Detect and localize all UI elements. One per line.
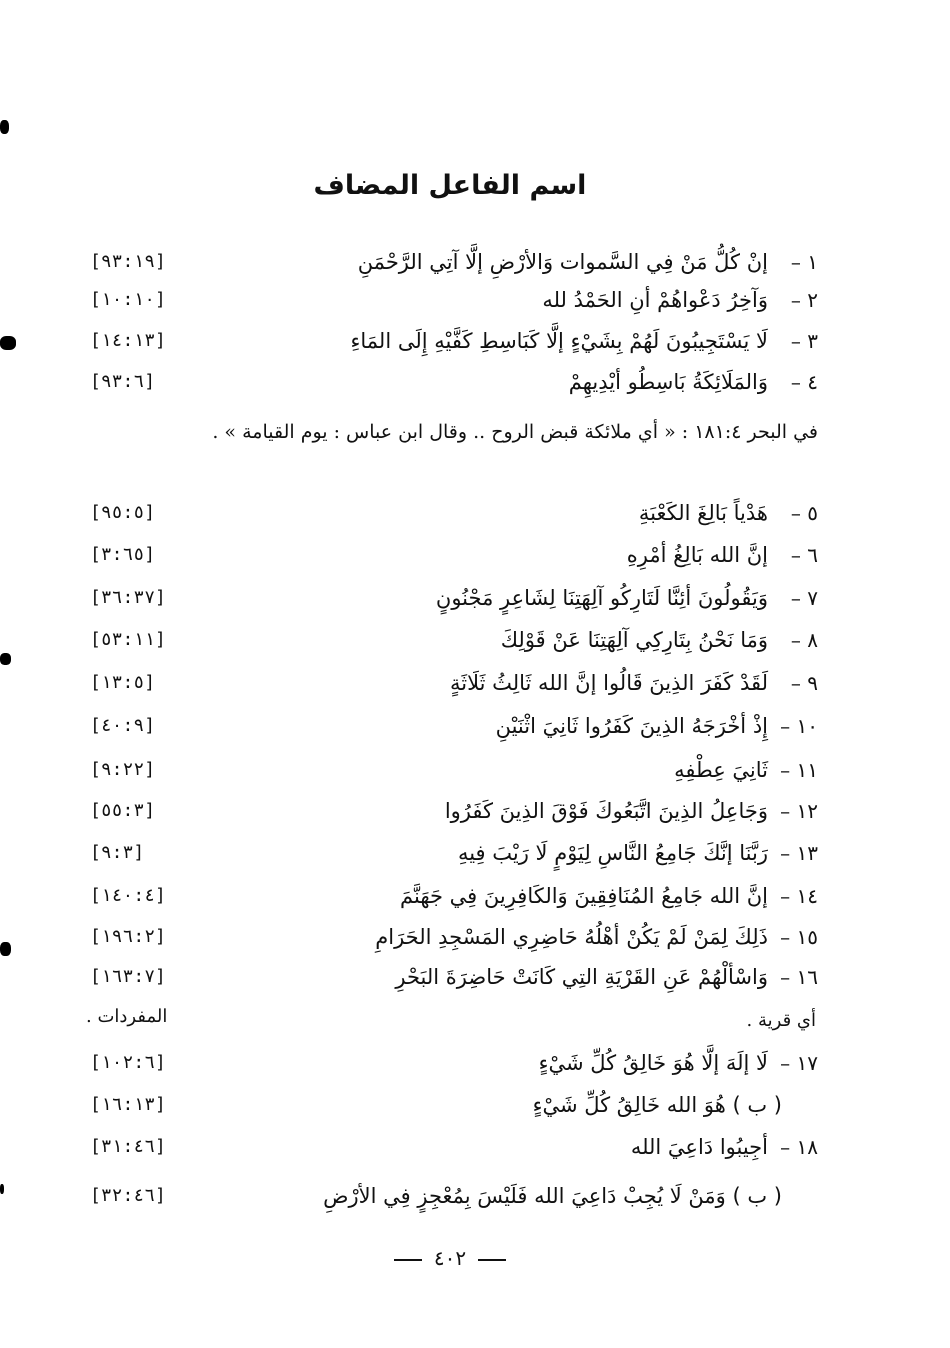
page-footer <box>0 1246 900 1270</box>
entry-line <box>90 663 818 703</box>
entry-line <box>90 1085 818 1125</box>
entry-verse: وَالمَلَائِكَةُ بَاسِطُو أيْدِيهِمْ <box>568 370 768 394</box>
entry-number: ١١ – <box>780 758 818 782</box>
scan-mark <box>0 653 11 665</box>
entry-line <box>90 362 818 402</box>
entry-number: ٦ – <box>790 543 818 567</box>
entry-number: ٣ – <box>790 329 818 353</box>
entry-line <box>90 620 818 660</box>
entry-reference: [٥٣:١١] <box>90 629 166 650</box>
entry-reference: [٣:٦٥] <box>90 544 156 565</box>
entry-verse: رَبَّنَا إنَّكَ جَامِعُ النَّاسِ لِيَوْمٍ لَا رَيْبَ فِيهِ <box>457 841 768 865</box>
entry-reference: [٣١:٤٦] <box>90 1136 166 1157</box>
entry-reference: [٣٢:٤٦] <box>90 1185 166 1206</box>
entry-reference: [١٦٣:٧] <box>90 966 166 987</box>
entry-number: ١٦ – <box>780 965 818 989</box>
entry-number: ٩ – <box>790 671 818 695</box>
entry-reference: [٩٥:٥] <box>90 502 156 523</box>
entry-verse: لَا يَسْتَجِيبُونَ لَهُمْ بِشَيْءٍ إلَّا كَبَاسِطِ كَفَّيْهِ إِلَى المَاءِ <box>350 329 768 353</box>
entry-reference: [٤٠:٩] <box>90 715 156 736</box>
entry-line <box>90 1043 818 1083</box>
commentary-note: في البحر ١٨١:٤ : « أي ملائكة قبض الروح .. وقال ابن عباس : يوم القيامة » . <box>212 421 818 443</box>
note-mufradat: المفردات . <box>86 1006 168 1027</box>
entry-reference: [١٤٠:٤] <box>90 885 166 906</box>
entry-reference: [٩:٣] <box>90 842 145 863</box>
entry-number: ١٤ – <box>780 884 818 908</box>
entry-line <box>90 578 818 618</box>
entry-line <box>90 1176 818 1216</box>
entry-number: ١٠ – <box>780 714 818 738</box>
entry-verse: وَآخِرُ دَعْواهُمْ أنِ الحَمْدُ لله <box>542 288 768 312</box>
entry-verse: ( ب ) وَمَنْ لَا يُجِبْ دَاعِيَ الله فَلَيْسَ بِمُعْجِزٍ فِي الأرْضِ <box>323 1184 782 1208</box>
entry-line <box>90 321 818 361</box>
entry-verse: أجِيبُوا دَاعِيَ الله <box>630 1135 768 1159</box>
entry-verse: هَدْياً بَالِغَ الكَعْبَةِ <box>638 501 768 525</box>
entry-line <box>90 876 818 916</box>
note-qarya: أي قرية . <box>746 1010 816 1031</box>
entry-number: ١ – <box>790 250 818 274</box>
entry-number: ٧ – <box>790 586 818 610</box>
entry-verse: لَقَدْ كَفَرَ الذِينَ قَالُوا إنَّ الله ثَالِثُ ثَلَاثَةٍ <box>449 671 768 695</box>
page-number: ٤٠٢ <box>433 1246 467 1270</box>
entry-number: ٥ – <box>790 501 818 525</box>
entry-number: ١٢ – <box>780 799 818 823</box>
entry-verse: إنْ كُلُّ مَنْ فِي السَّموات وَالأرْضِ إلَّا آتِي الرَّحْمَنِ <box>357 250 768 274</box>
entry-reference: [١٣:٥] <box>90 672 156 693</box>
entry-verse: ( ب ) هُوَ الله خَالِقُ كُلِّ شَيْءٍ <box>532 1093 782 1117</box>
entry-reference: [٣٦:٣٧] <box>90 587 166 608</box>
entry-reference: [٩:٢٢] <box>90 759 156 780</box>
scan-mark <box>0 120 9 134</box>
scan-mark <box>0 1184 4 1194</box>
entry-number: ١٨ – <box>780 1135 818 1159</box>
entry-reference: [١٩٦:٢] <box>90 926 166 947</box>
scan-mark <box>0 336 16 350</box>
entry-line <box>90 1127 818 1167</box>
entry-number: ١٥ – <box>780 925 818 949</box>
entry-verse: وَيَقُولُونَ أئِنَّا لَتَارِكُو آلِهَتِنَا لِشَاعِرٍ مَجْنُونٍ <box>435 586 768 610</box>
entry-line <box>90 280 818 320</box>
entry-number: ٤ – <box>790 370 818 394</box>
entry-verse: وَاسْألْهُمْ عَنِ القَرْيَةِ التِي كَانَتْ حَاضِرَةَ البَحْرِ <box>395 965 768 989</box>
entry-reference: [١٦:١٣] <box>90 1094 166 1115</box>
entry-number: ١٧ – <box>780 1051 818 1075</box>
page-title: اسم الفاعل المضاف <box>313 170 587 201</box>
entry-line <box>90 833 818 873</box>
entry-reference: [٩٣:١٩] <box>90 251 166 272</box>
entry-reference: [١٠٢:٦] <box>90 1052 166 1073</box>
entry-number: ١٣ – <box>780 841 818 865</box>
entry-verse: ذَلِكَ لِمَنْ لَمْ يَكُنْ أهْلُهُ حَاضِرِي المَسْجِدِ الحَرَامِ <box>375 925 768 949</box>
entry-verse: وَمَا نَحْنُ بِتَارِكِي آلِهَتِنَا عَنْ قَوْلِكَ <box>500 628 768 652</box>
entry-line <box>90 957 818 997</box>
entry-verse: إنَّ الله بَالِغُ أمْرِهِ <box>626 543 768 567</box>
entry-verse: ثَانِيَ عِطْفِهِ <box>674 758 768 782</box>
entry-line <box>90 242 818 282</box>
entry-verse: وَجَاعِلُ الذِينَ اتَّبَعُوكَ فَوْقَ الذِينَ كَفَرُوا <box>444 799 768 823</box>
footer-dash <box>394 1259 422 1261</box>
entry-number: ٢ – <box>790 288 818 312</box>
entry-line <box>90 706 818 746</box>
entry-line <box>90 917 818 957</box>
entry-verse: لَا إلَهَ إلَّا هُوَ خَالِقُ كُلِّ شَيْءٍ <box>538 1051 768 1075</box>
entry-reference: [١٠:١٠] <box>90 289 166 310</box>
entry-reference: [٩٣:٦] <box>90 371 156 392</box>
entry-reference: [٥٥:٣] <box>90 800 156 821</box>
entry-verse: إِذْ أخْرَجَهُ الذِينَ كَفَرُوا ثَانِيَ اثْنَيْنِ <box>495 714 768 738</box>
footer-dash <box>478 1259 506 1261</box>
entry-line <box>90 535 818 575</box>
entry-line <box>90 493 818 533</box>
entry-reference: [١٤:١٣] <box>90 330 166 351</box>
scan-mark <box>0 942 11 956</box>
entry-verse: إنَّ الله جَامِعُ المُنَافِقِينَ وَالكَافِرِينَ فِي جَهَنَّمَ <box>400 884 768 908</box>
entry-number: ٨ – <box>790 628 818 652</box>
entry-line <box>90 750 818 790</box>
entry-line <box>90 791 818 831</box>
